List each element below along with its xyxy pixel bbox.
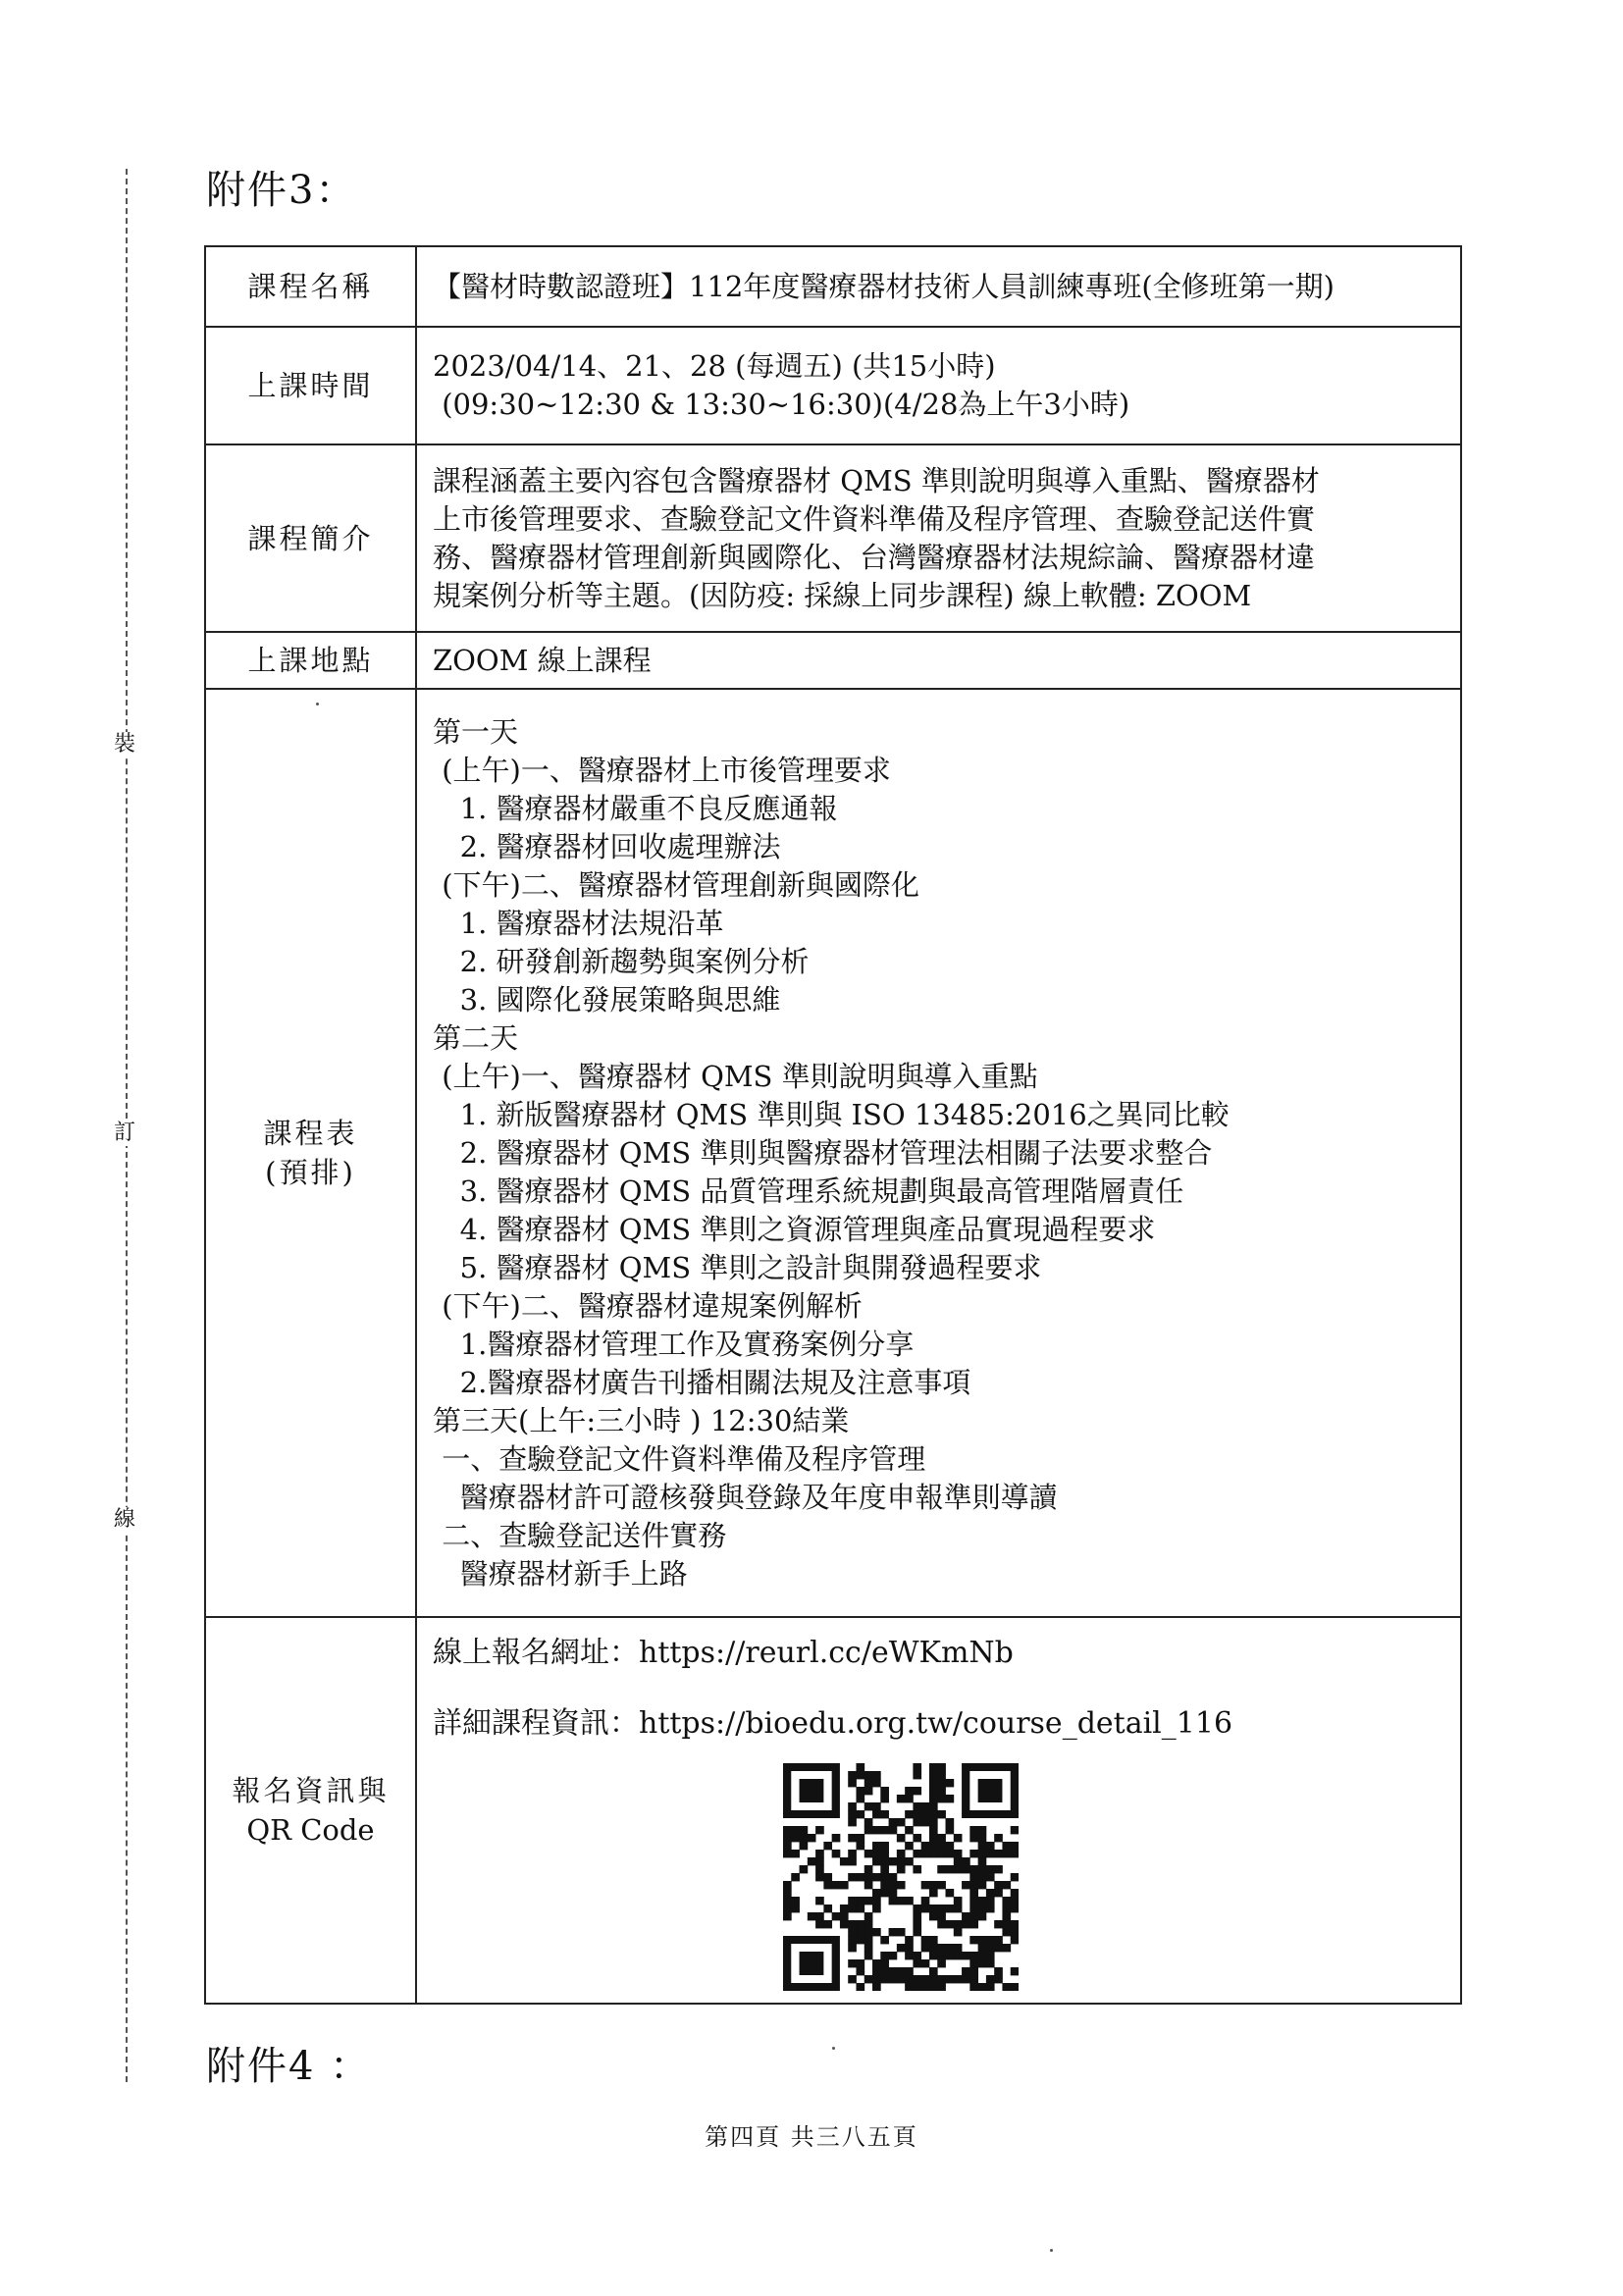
schedule-line: 1.醫療器材管理工作及實務案例分享 bbox=[433, 1327, 915, 1361]
attachment-4-heading: 附件4 ： bbox=[206, 2044, 372, 2089]
intro-line-2: 上市後管理要求、查驗登記文件資料準備及程序管理、查驗登記送件實 bbox=[433, 501, 1316, 536]
row-location bbox=[205, 632, 1461, 689]
schedule-line: 醫療器材許可證核發與登錄及年度申報準則導讀 bbox=[433, 1480, 1058, 1514]
binding-mark-xian: 線 bbox=[114, 1507, 136, 1532]
course-name-label: 課程名稱 bbox=[205, 246, 416, 327]
binding-mark-ding: 訂 bbox=[114, 1121, 136, 1145]
intro-label: 課程簡介 bbox=[205, 444, 416, 632]
schedule-line: 第一天 bbox=[433, 714, 519, 749]
attachment-3-heading: 附件3： bbox=[206, 168, 357, 213]
schedule-line: (下午)二、醫療器材違規案例解析 bbox=[433, 1288, 863, 1323]
registration-value bbox=[416, 1617, 1461, 2004]
schedule-line: 3. 醫療器材 QMS 品質管理系統規劃與最高管理階層責任 bbox=[433, 1174, 1184, 1208]
intro-line-3: 務、醫療器材管理創新與國際化、台灣醫療器材法規綜論、醫療器材違 bbox=[433, 540, 1316, 574]
course-detail-link[interactable]: 詳細課程資訊：https://bioedu.org.tw/course_detail_116 bbox=[433, 1706, 1233, 1741]
schedule-line: 1. 醫療器材嚴重不良反應通報 bbox=[433, 791, 838, 825]
schedule-line: 2. 醫療器材 QMS 準則與醫療器材管理法相關子法要求整合 bbox=[433, 1135, 1213, 1170]
schedule-line: 5. 醫療器材 QMS 準則之設計與開發過程要求 bbox=[433, 1250, 1042, 1284]
schedule-line: (上午)一、醫療器材上市後管理要求 bbox=[433, 753, 891, 787]
location-label: 上課地點 bbox=[205, 632, 416, 689]
registration-label: 報名資訊與 QR Code bbox=[205, 1617, 416, 2004]
scan-speck bbox=[832, 2047, 835, 2050]
intro-line-1: 課程涵蓋主要內容包含醫療器材 QMS 準則說明與導入重點、醫療器材 bbox=[433, 463, 1320, 497]
qr-code-icon[interactable] bbox=[783, 1763, 1019, 1991]
online-registration-link[interactable]: 線上報名網址：https://reurl.cc/eWKmNb bbox=[433, 1636, 1014, 1670]
schedule-line: 3. 國際化發展策略與思維 bbox=[433, 982, 781, 1017]
scan-speck bbox=[316, 703, 319, 705]
schedule-line: (上午)一、醫療器材 QMS 準則說明與導入重點 bbox=[433, 1059, 1038, 1093]
row-time bbox=[205, 327, 1461, 444]
location-value: ZOOM 線上課程 bbox=[416, 632, 1461, 689]
intro-value bbox=[416, 444, 1461, 632]
row-registration bbox=[205, 1617, 1461, 2004]
time-line-2: (09:30~12:30 & 13:30~16:30)(4/28為上午3小時) bbox=[433, 388, 1130, 421]
row-schedule bbox=[205, 689, 1461, 1617]
time-label: 上課時間 bbox=[205, 327, 416, 444]
schedule-line: 二、查驗登記送件實務 bbox=[433, 1518, 727, 1552]
schedule-line: 2. 研發創新趨勢與案例分析 bbox=[433, 944, 810, 978]
schedule-line: 醫療器材新手上路 bbox=[433, 1556, 688, 1591]
schedule-line: (下午)二、醫療器材管理創新與國際化 bbox=[433, 867, 919, 902]
time-line-1: 2023/04/14、21、28 (每週五) (共15小時) bbox=[433, 349, 996, 383]
schedule-line: 2. 醫療器材回收處理辦法 bbox=[433, 829, 781, 863]
schedule-line: 4. 醫療器材 QMS 準則之資源管理與產品實現過程要求 bbox=[433, 1212, 1156, 1246]
schedule-line: 一、查驗登記文件資料準備及程序管理 bbox=[433, 1441, 926, 1476]
intro-line-4: 規案例分析等主題。(因防疫: 採線上同步課程) 線上軟體: ZOOM bbox=[433, 578, 1252, 612]
schedule-line: 第三天(上午:三小時 ) 12:30結業 bbox=[433, 1403, 850, 1437]
schedule-line: 1. 醫療器材法規沿革 bbox=[433, 906, 724, 940]
schedule-label: 課程表 (預排) bbox=[205, 689, 416, 1617]
schedule-value bbox=[416, 689, 1461, 1617]
schedule-line: 第二天 bbox=[433, 1020, 519, 1055]
schedule-line: 1. 新版醫療器材 QMS 準則與 ISO 13485:2016之異同比較 bbox=[433, 1097, 1230, 1131]
binding-mark-zhuang: 裝 bbox=[114, 732, 136, 757]
row-intro bbox=[205, 444, 1461, 632]
row-course-name bbox=[205, 246, 1461, 327]
page-number: 第四頁 共三八五頁 bbox=[705, 2123, 918, 2151]
schedule-line: 2.醫療器材廣告刊播相關法規及注意事項 bbox=[433, 1365, 971, 1399]
time-value bbox=[416, 327, 1461, 444]
scan-speck bbox=[1050, 2249, 1053, 2252]
course-table bbox=[204, 245, 1462, 2005]
course-name-value: 【醫材時數認證班】112年度醫療器材技術人員訓練專班(全修班第一期) bbox=[416, 246, 1461, 327]
